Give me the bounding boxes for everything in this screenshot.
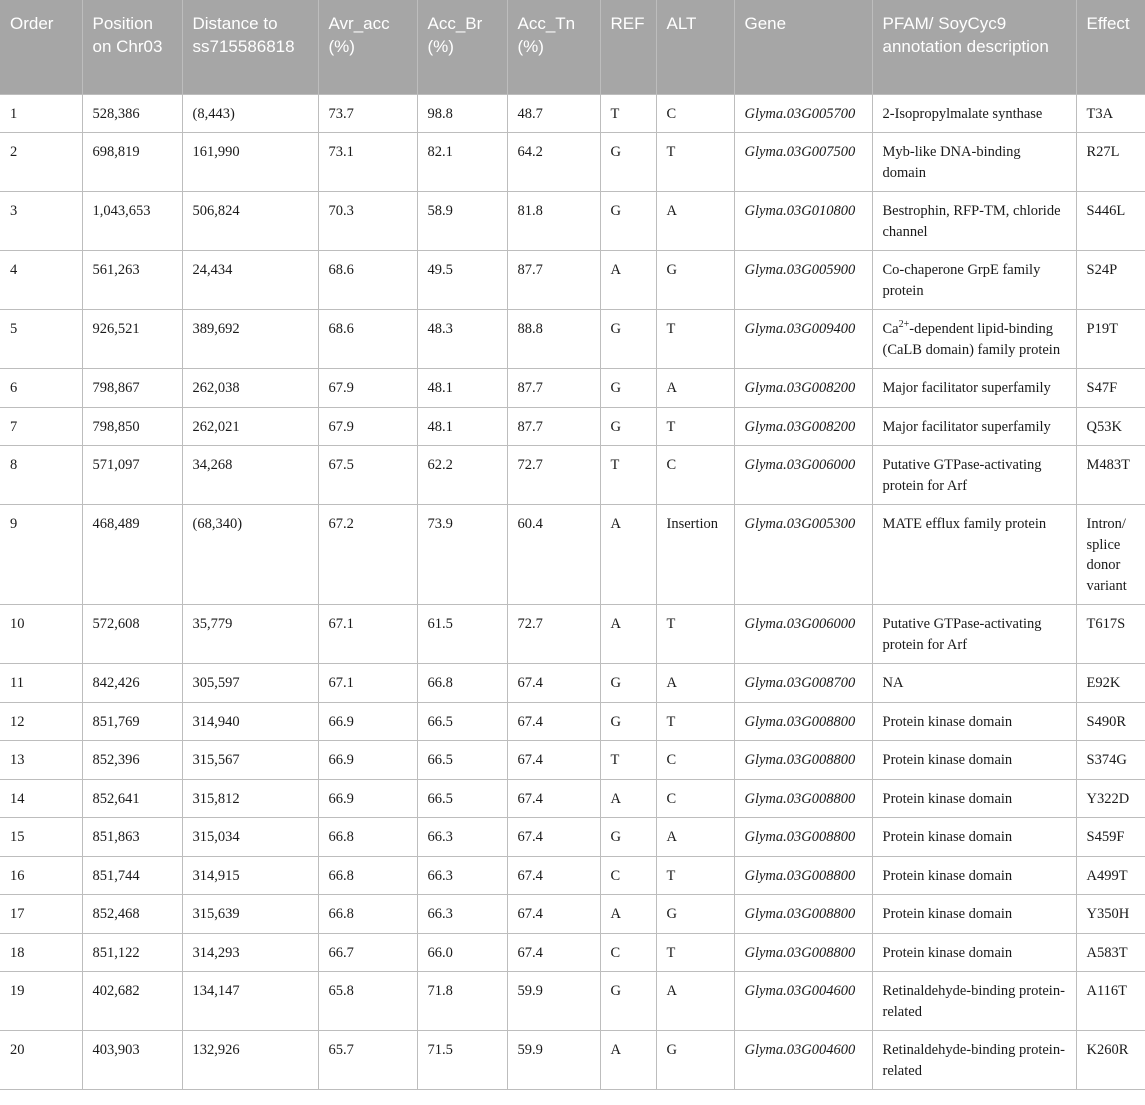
table-row — [0, 310, 1145, 369]
avr-acc-cell: 73.7 — [318, 94, 417, 133]
effect-cell: A116T — [1076, 972, 1145, 1031]
table-row — [0, 933, 1145, 972]
alt-cell: A — [656, 972, 734, 1031]
effect-cell: S446L — [1076, 192, 1145, 251]
effect-cell: A499T — [1076, 856, 1145, 895]
distance-cell: 315,812 — [182, 779, 318, 818]
gene-cell: Glyma.03G008200 — [734, 407, 872, 446]
alt-cell: T — [656, 310, 734, 369]
acc-tn-cell: 59.9 — [507, 1031, 600, 1090]
effect-cell: R27L — [1076, 133, 1145, 192]
annotation-cell: Protein kinase domain — [872, 856, 1076, 895]
order-cell: 17 — [0, 895, 82, 934]
distance-cell: 35,779 — [182, 605, 318, 664]
effect-cell: Y322D — [1076, 779, 1145, 818]
annotation-cell: Protein kinase domain — [872, 895, 1076, 934]
avr-acc-cell: 67.5 — [318, 446, 417, 505]
annotation-cell: MATE efflux family protein — [872, 505, 1076, 605]
acc-tn-cell: 67.4 — [507, 933, 600, 972]
acc-br-cell: 82.1 — [417, 133, 507, 192]
distance-cell: 132,926 — [182, 1031, 318, 1090]
table-row — [0, 818, 1145, 857]
position-cell: 528,386 — [82, 94, 182, 133]
acc-br-cell: 66.5 — [417, 702, 507, 741]
acc-br-cell: 66.3 — [417, 856, 507, 895]
gene-cell: Glyma.03G007500 — [734, 133, 872, 192]
distance-cell: 314,293 — [182, 933, 318, 972]
order-cell: 12 — [0, 702, 82, 741]
distance-cell: 305,597 — [182, 664, 318, 703]
effect-cell: T3A — [1076, 94, 1145, 133]
order-cell: 4 — [0, 251, 82, 310]
distance-cell: 389,692 — [182, 310, 318, 369]
effect-cell: Q53K — [1076, 407, 1145, 446]
alt-cell: T — [656, 407, 734, 446]
annotation-cell: Retinaldehyde-binding protein-related — [872, 972, 1076, 1031]
gene-cell: Glyma.03G005700 — [734, 94, 872, 133]
annotation-cell: NA — [872, 664, 1076, 703]
table-row — [0, 407, 1145, 446]
gene-cell: Glyma.03G008200 — [734, 369, 872, 408]
gene-cell: Glyma.03G005900 — [734, 251, 872, 310]
annotation-cell: Retinaldehyde-binding protein-related — [872, 1031, 1076, 1090]
gene-cell: Glyma.03G006000 — [734, 605, 872, 664]
gene-cell: Glyma.03G004600 — [734, 1031, 872, 1090]
alt-cell: C — [656, 741, 734, 780]
acc-tn-cell: 67.4 — [507, 895, 600, 934]
header-annotation: PFAM/ SoyCyc9 annotation description — [872, 0, 1076, 94]
acc-tn-cell: 67.4 — [507, 702, 600, 741]
ref-cell: G — [600, 133, 656, 192]
annotation-text: -dependent lipid-binding (CaLB domain) family protein — [882, 321, 1061, 358]
header-order: Order — [0, 0, 82, 94]
distance-cell: 314,940 — [182, 702, 318, 741]
header-ref: REF — [600, 0, 656, 94]
avr-acc-cell: 67.1 — [318, 664, 417, 703]
order-cell: 20 — [0, 1031, 82, 1090]
table-row — [0, 369, 1145, 408]
alt-cell: T — [656, 702, 734, 741]
annotation-cell: Major facilitator superfamily — [872, 407, 1076, 446]
ref-cell: T — [600, 94, 656, 133]
alt-cell: C — [656, 94, 734, 133]
acc-br-cell: 48.1 — [417, 407, 507, 446]
acc-tn-cell: 87.7 — [507, 251, 600, 310]
table-row — [0, 446, 1145, 505]
position-cell: 852,468 — [82, 895, 182, 934]
acc-tn-cell: 67.4 — [507, 818, 600, 857]
avr-acc-cell: 68.6 — [318, 310, 417, 369]
gene-cell: Glyma.03G008800 — [734, 741, 872, 780]
acc-tn-cell: 67.4 — [507, 856, 600, 895]
table-row — [0, 605, 1145, 664]
table-row — [0, 895, 1145, 934]
acc-br-cell: 66.5 — [417, 779, 507, 818]
annotation-superscript: 2+ — [898, 319, 910, 331]
alt-cell: C — [656, 446, 734, 505]
acc-br-cell: 49.5 — [417, 251, 507, 310]
avr-acc-cell: 73.1 — [318, 133, 417, 192]
header-acc-br: Acc_Br (%) — [417, 0, 507, 94]
position-cell: 402,682 — [82, 972, 182, 1031]
acc-br-cell: 71.5 — [417, 1031, 507, 1090]
position-cell: 561,263 — [82, 251, 182, 310]
effect-cell: S47F — [1076, 369, 1145, 408]
gene-cell: Glyma.03G005300 — [734, 505, 872, 605]
ref-cell: A — [600, 895, 656, 934]
table-row — [0, 133, 1145, 192]
position-cell: 1,043,653 — [82, 192, 182, 251]
annotation-cell: Protein kinase domain — [872, 741, 1076, 780]
acc-tn-cell: 67.4 — [507, 741, 600, 780]
table-row — [0, 192, 1145, 251]
distance-cell: 315,639 — [182, 895, 318, 934]
avr-acc-cell: 66.8 — [318, 856, 417, 895]
annotation-cell: Putative GTPase-activating protein for Arf — [872, 446, 1076, 505]
order-cell: 9 — [0, 505, 82, 605]
order-cell: 1 — [0, 94, 82, 133]
order-cell: 5 — [0, 310, 82, 369]
order-cell: 15 — [0, 818, 82, 857]
order-cell: 19 — [0, 972, 82, 1031]
order-cell: 18 — [0, 933, 82, 972]
avr-acc-cell: 68.6 — [318, 251, 417, 310]
avr-acc-cell: 66.9 — [318, 741, 417, 780]
header-avr-acc: Avr_acc (%) — [318, 0, 417, 94]
order-cell: 3 — [0, 192, 82, 251]
header-row — [0, 0, 1145, 94]
annotation-cell — [872, 310, 1076, 369]
acc-tn-cell: 81.8 — [507, 192, 600, 251]
avr-acc-cell: 66.8 — [318, 818, 417, 857]
acc-tn-cell: 48.7 — [507, 94, 600, 133]
acc-tn-cell: 87.7 — [507, 407, 600, 446]
distance-cell: 134,147 — [182, 972, 318, 1031]
avr-acc-cell: 66.9 — [318, 779, 417, 818]
order-cell: 7 — [0, 407, 82, 446]
alt-cell: T — [656, 933, 734, 972]
distance-cell: 315,567 — [182, 741, 318, 780]
order-cell: 11 — [0, 664, 82, 703]
gene-cell: Glyma.03G008800 — [734, 856, 872, 895]
table-body — [0, 94, 1145, 1090]
header-acc-tn: Acc_Tn (%) — [507, 0, 600, 94]
acc-tn-cell: 67.4 — [507, 779, 600, 818]
avr-acc-cell: 66.8 — [318, 895, 417, 934]
position-cell: 851,744 — [82, 856, 182, 895]
annotation-cell: Bestrophin, RFP-TM, chloride channel — [872, 192, 1076, 251]
alt-cell: G — [656, 251, 734, 310]
acc-br-cell: 98.8 — [417, 94, 507, 133]
header-position: Position on Chr03 — [82, 0, 182, 94]
annotation-cell: Protein kinase domain — [872, 779, 1076, 818]
header-gene: Gene — [734, 0, 872, 94]
avr-acc-cell: 67.9 — [318, 407, 417, 446]
ref-cell: G — [600, 972, 656, 1031]
header-alt: ALT — [656, 0, 734, 94]
table-row — [0, 505, 1145, 605]
header-distance: Distance to ss715586818 — [182, 0, 318, 94]
acc-br-cell: 66.3 — [417, 895, 507, 934]
gene-cell: Glyma.03G008800 — [734, 702, 872, 741]
ref-cell: A — [600, 505, 656, 605]
annotation-cell: Protein kinase domain — [872, 933, 1076, 972]
alt-cell: A — [656, 664, 734, 703]
position-cell: 851,122 — [82, 933, 182, 972]
effect-cell: P19T — [1076, 310, 1145, 369]
annotation-cell: Protein kinase domain — [872, 702, 1076, 741]
table-row — [0, 251, 1145, 310]
table-row — [0, 972, 1145, 1031]
avr-acc-cell: 67.1 — [318, 605, 417, 664]
avr-acc-cell: 66.9 — [318, 702, 417, 741]
gene-cell: Glyma.03G004600 — [734, 972, 872, 1031]
effect-cell: S459F — [1076, 818, 1145, 857]
avr-acc-cell: 67.2 — [318, 505, 417, 605]
ref-cell: G — [600, 818, 656, 857]
alt-cell: G — [656, 895, 734, 934]
acc-br-cell: 61.5 — [417, 605, 507, 664]
order-cell: 14 — [0, 779, 82, 818]
effect-cell: T617S — [1076, 605, 1145, 664]
effect-cell: A583T — [1076, 933, 1145, 972]
gene-cell: Glyma.03G008800 — [734, 818, 872, 857]
distance-cell: (8,443) — [182, 94, 318, 133]
effect-cell: K260R — [1076, 1031, 1145, 1090]
position-cell: 572,608 — [82, 605, 182, 664]
acc-tn-cell: 72.7 — [507, 605, 600, 664]
annotation-cell: Putative GTPase-activating protein for Arf — [872, 605, 1076, 664]
avr-acc-cell: 67.9 — [318, 369, 417, 408]
annotation-cell: Myb-like DNA-binding domain — [872, 133, 1076, 192]
acc-br-cell: 66.5 — [417, 741, 507, 780]
acc-br-cell: 48.1 — [417, 369, 507, 408]
acc-br-cell: 73.9 — [417, 505, 507, 605]
gene-cell: Glyma.03G009400 — [734, 310, 872, 369]
position-cell: 698,819 — [82, 133, 182, 192]
effect-cell: Intron/ splice donor variant — [1076, 505, 1145, 605]
alt-cell: A — [656, 818, 734, 857]
alt-cell: C — [656, 779, 734, 818]
acc-br-cell: 58.9 — [417, 192, 507, 251]
acc-tn-cell: 64.2 — [507, 133, 600, 192]
distance-cell: (68,340) — [182, 505, 318, 605]
gene-cell: Glyma.03G008800 — [734, 933, 872, 972]
ref-cell: G — [600, 192, 656, 251]
position-cell: 571,097 — [82, 446, 182, 505]
distance-cell: 262,038 — [182, 369, 318, 408]
ref-cell: G — [600, 702, 656, 741]
ref-cell: C — [600, 856, 656, 895]
distance-cell: 24,434 — [182, 251, 318, 310]
annotation-cell: Protein kinase domain — [872, 818, 1076, 857]
position-cell: 798,850 — [82, 407, 182, 446]
avr-acc-cell: 70.3 — [318, 192, 417, 251]
acc-br-cell: 48.3 — [417, 310, 507, 369]
ref-cell: A — [600, 779, 656, 818]
table-row — [0, 741, 1145, 780]
order-cell: 13 — [0, 741, 82, 780]
distance-cell: 34,268 — [182, 446, 318, 505]
distance-cell: 262,021 — [182, 407, 318, 446]
acc-tn-cell: 87.7 — [507, 369, 600, 408]
position-cell: 851,863 — [82, 818, 182, 857]
annotation-cell: Co-chaperone GrpE family protein — [872, 251, 1076, 310]
alt-cell: T — [656, 605, 734, 664]
ref-cell: A — [600, 251, 656, 310]
position-cell: 468,489 — [82, 505, 182, 605]
ref-cell: G — [600, 664, 656, 703]
acc-tn-cell: 67.4 — [507, 664, 600, 703]
acc-br-cell: 66.3 — [417, 818, 507, 857]
avr-acc-cell: 66.7 — [318, 933, 417, 972]
position-cell: 926,521 — [82, 310, 182, 369]
table-row — [0, 856, 1145, 895]
gene-cell: Glyma.03G006000 — [734, 446, 872, 505]
alt-cell: A — [656, 369, 734, 408]
acc-br-cell: 66.0 — [417, 933, 507, 972]
effect-cell: Y350H — [1076, 895, 1145, 934]
ref-cell: G — [600, 310, 656, 369]
gene-cell: Glyma.03G008800 — [734, 895, 872, 934]
ref-cell: G — [600, 407, 656, 446]
distance-cell: 506,824 — [182, 192, 318, 251]
position-cell: 798,867 — [82, 369, 182, 408]
acc-tn-cell: 59.9 — [507, 972, 600, 1031]
position-cell: 842,426 — [82, 664, 182, 703]
effect-cell: S374G — [1076, 741, 1145, 780]
acc-br-cell: 66.8 — [417, 664, 507, 703]
alt-cell: G — [656, 1031, 734, 1090]
annotation-cell: Major facilitator superfamily — [872, 369, 1076, 408]
table-row — [0, 702, 1145, 741]
effect-cell: S24P — [1076, 251, 1145, 310]
gene-cell: Glyma.03G010800 — [734, 192, 872, 251]
distance-cell: 315,034 — [182, 818, 318, 857]
position-cell: 851,769 — [82, 702, 182, 741]
annotation-cell: 2-Isopropylmalate synthase — [872, 94, 1076, 133]
acc-tn-cell: 88.8 — [507, 310, 600, 369]
table-row — [0, 779, 1145, 818]
alt-cell: T — [656, 133, 734, 192]
ref-cell: T — [600, 446, 656, 505]
order-cell: 10 — [0, 605, 82, 664]
alt-cell: A — [656, 192, 734, 251]
position-cell: 852,396 — [82, 741, 182, 780]
distance-cell: 314,915 — [182, 856, 318, 895]
table-row — [0, 664, 1145, 703]
table-row — [0, 94, 1145, 133]
annotation-text: Ca — [882, 321, 899, 337]
ref-cell: C — [600, 933, 656, 972]
acc-br-cell: 62.2 — [417, 446, 507, 505]
avr-acc-cell: 65.8 — [318, 972, 417, 1031]
header-effect: Effect — [1076, 0, 1145, 94]
order-cell: 6 — [0, 369, 82, 408]
position-cell: 852,641 — [82, 779, 182, 818]
effect-cell: E92K — [1076, 664, 1145, 703]
distance-cell: 161,990 — [182, 133, 318, 192]
ref-cell: T — [600, 741, 656, 780]
alt-cell: Insertion — [656, 505, 734, 605]
ref-cell: A — [600, 1031, 656, 1090]
effect-cell: S490R — [1076, 702, 1145, 741]
acc-br-cell: 71.8 — [417, 972, 507, 1031]
acc-tn-cell: 60.4 — [507, 505, 600, 605]
avr-acc-cell: 65.7 — [318, 1031, 417, 1090]
order-cell: 16 — [0, 856, 82, 895]
gene-cell: Glyma.03G008700 — [734, 664, 872, 703]
table-header — [0, 0, 1145, 94]
position-cell: 403,903 — [82, 1031, 182, 1090]
alt-cell: T — [656, 856, 734, 895]
gene-cell: Glyma.03G008800 — [734, 779, 872, 818]
acc-tn-cell: 72.7 — [507, 446, 600, 505]
ref-cell: G — [600, 369, 656, 408]
order-cell: 8 — [0, 446, 82, 505]
table-row — [0, 1031, 1145, 1090]
effect-cell: M483T — [1076, 446, 1145, 505]
ref-cell: A — [600, 605, 656, 664]
order-cell: 2 — [0, 133, 82, 192]
